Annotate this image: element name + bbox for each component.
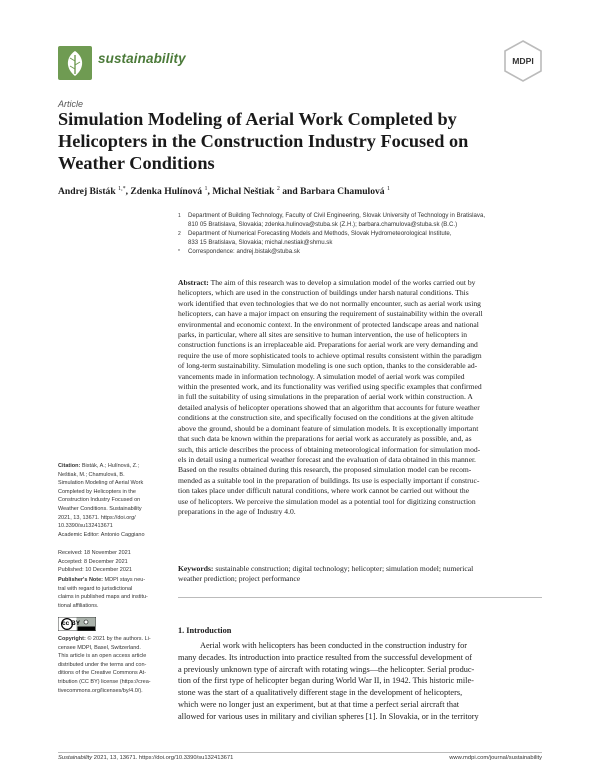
copyright-line: Copyright: © 2021 by the authors. Li- [58, 636, 151, 642]
body-line: allowed for various uses in military and civilian spheres [1]. In Slovakia, or in the territory [178, 711, 479, 721]
abstract-line: tion takes place under difficult natural conditions, where work cannot be carried out without the [178, 486, 470, 496]
affiliations [178, 212, 558, 257]
affiliation-line: Department of Numerical Forecasting Models and Methods, Slovak Hydrometeorological Institute, [188, 229, 452, 237]
affiliation-marker: 2 [178, 230, 181, 237]
citation-line: Citation: Bisták, A.; Hulínová, Z.; [58, 463, 140, 469]
author-list [58, 186, 390, 197]
body-line: many decades. Its introduction into practice resulted from the successful development of [178, 652, 472, 662]
affiliation-marker: 1 [178, 213, 181, 219]
author-affiliation-marker: 1 [204, 186, 208, 192]
citation-line: 2021, 13, 13671. https://doi.org/ [58, 514, 136, 521]
abstract-line: helicopters, which are used in the construction of buildings under harsh natural conditions. This [178, 288, 469, 298]
author-name: Barbara Chamulová [300, 186, 385, 198]
copyright-line: tivecommons.org/licenses/by/4.0/). [58, 687, 143, 694]
date-accepted: Accepted: 8 December 2021 [58, 558, 128, 565]
body-line: Aerial work with helicopters has been conducted in the construction industry for [200, 641, 468, 650]
body-line: stone was the start of a qualitatively different stage in the development of helicopters, [178, 688, 463, 698]
publisher-note-line: claims in published maps and institu- [58, 594, 148, 601]
abstract-line: such, this article describes the process of obtaining meteorological information for simulation mod- [178, 444, 481, 454]
author-affiliation-marker: 2 [276, 186, 280, 192]
affiliation-line: 833 15 Bratislava, Slovakia; michal.nestiak@shmu.sk [188, 238, 333, 246]
copyright-line: censee MDPI, Basel, Switzerland. [58, 644, 141, 651]
affiliation [178, 248, 558, 257]
affiliation [178, 230, 558, 248]
journal-logo-icon [58, 46, 92, 80]
publisher-note-line: Publisher's Note: MDPI stays neu- [58, 577, 146, 583]
journal-name: sustainability [98, 51, 186, 66]
citation-line: Neštiak, M.; Chamulová, B. [58, 471, 125, 478]
keywords-line: weather prediction; project performance [178, 574, 301, 584]
body-line: which were no longer just an experiment, but at that time a perfect serial aircraft that [178, 699, 460, 709]
abstract-line: mended as a suitable tool in the preparation of buildings. Its use is especially important if construc- [178, 475, 480, 485]
abstract-line: work identified that even technologies that we do not normally encounter, such as aerial work using [178, 298, 481, 308]
abstract-line: helicopters, can have a major impact on ensuring the requirement of sustainability within the overall [178, 309, 483, 319]
affiliation [178, 212, 558, 230]
abstract-line: preparations in the age of Industry 4.0. [178, 506, 296, 516]
publisher-note-line: tral with regard to jurisdictional [58, 585, 133, 592]
author-name: Michal Neštiak [212, 186, 275, 198]
abstract-line: detailed analysis of helicopter operations showed that an algorithm that accounts for future weather [178, 402, 480, 412]
affiliation-line: 810 05 Bratislava, Slovakia; zdenka.hulinova@stuba.sk (Z.H.); barbara.chamulova@stuba.sk (B.C.) [188, 220, 458, 228]
abstract-line: environmental and economic context. In the environment of protected landscape areas and national [178, 319, 479, 329]
abstract-line: in full the suitability of using simulations in the preparation of aerial work within construction. A [178, 392, 473, 402]
keywords-label: Keywords: [178, 564, 214, 573]
date-received: Received: 18 November 2021 [58, 550, 131, 556]
author-separator: , [125, 186, 128, 198]
body-line: tion of the first type of helicopter began during World War II, in 1942. This historic mile- [178, 676, 474, 686]
mdpi-logo-text: MDPI [512, 56, 534, 66]
publisher-note-line: tional affiliations. [58, 602, 99, 609]
abstract-line: construction functions is an irreplaceable aid. Preparations for aerial work are very demanding and [178, 340, 478, 350]
abstract-line: that such data be known within the preparations for aerial work as accurately as possible, and, as [178, 434, 472, 444]
footer-url[interactable]: www.mdpi.com/journal/sustainability [449, 755, 542, 761]
keywords-line: Keywords: sustainable construction; digital technology; helicopter; simulation model; numerical [178, 564, 474, 573]
doi-link[interactable]: 10.3390/su132413671 [58, 523, 113, 530]
author-affiliation-marker: 1,* [118, 186, 126, 192]
title-line: Helicopters in the Construction Industry Focused on [58, 131, 469, 151]
page-title [58, 108, 518, 174]
body-line: a previously unknown type of aircraft with rotating wings—the helicopter. Serial produc- [178, 664, 475, 674]
abstract [178, 278, 540, 517]
article-type: Article [58, 99, 84, 109]
abstract-line: conditions at the construction site, and specifically focused on the conditions at the given altitude [178, 413, 474, 423]
abstract-line: parks, in particular, where all sites are sensitive to human intervention, the use of helicopters in [178, 330, 468, 340]
copyright-line: tribution (CC BY) license (https://crea- [58, 678, 151, 685]
abstract-line: within the presented work, and its functionality was verified using specific examples that confirmed [178, 382, 482, 392]
abstract-line: require the use of more sophisticated tools to achieve optimal results consistent within the paradigm [178, 350, 482, 360]
abstract-line: vancements made in information technology. A simulation model of aerial work was compiled [178, 371, 465, 381]
academic-editor: Academic Editor: Antonio Caggiano [58, 532, 145, 538]
abstract-line: use of helicopters. We perceive the simulation model as a potential tool for digitizing construction [178, 496, 476, 506]
abstract-label: Abstract: [178, 278, 209, 287]
citation-block [58, 462, 164, 531]
affiliation-line: Department of Building Technology, Faculty of Civil Engineering, Slovak University of Technology in Bratislava, [188, 212, 486, 219]
date-published: Published: 10 December 2021 [58, 567, 132, 574]
section-heading: 1. Introduction [178, 626, 232, 635]
affiliation-marker: * [178, 248, 180, 255]
citation-line: Construction Industry Focused on [58, 497, 141, 504]
citation-line: Simulation Modeling of Aerial Work [58, 480, 144, 487]
abstract-line: Based on the results obtained during this research, the proposed simulation model can be recom- [178, 465, 472, 475]
publisher-note [58, 576, 164, 610]
copyright-line: This article is an open access article [58, 653, 147, 660]
author-name: Zdenka Hulínová [130, 186, 203, 198]
copyright-line: ditions of the Creative Commons At- [58, 670, 147, 677]
footer-divider [58, 752, 542, 753]
abstract-line: els in detail using a numerical weather forecast and the evaluation of data obtained in this manner. [178, 454, 476, 464]
abstract-line: of long-term sustainability. Simulation modeling is one such option, thanks to the considerable ad- [178, 361, 478, 371]
keywords [178, 564, 540, 585]
footer-citation [58, 755, 233, 761]
introduction-body [178, 640, 542, 723]
keywords-divider [178, 597, 542, 598]
footer-journal: Sustainability [58, 755, 93, 761]
abstract-line: above the ground, should be a dominant feature of simulation models. It is exceptionally important [178, 423, 479, 433]
author-affiliation-marker: 1 [387, 186, 390, 192]
citation-line: Completed by Helicopters in the [58, 488, 136, 495]
cc-by-badge[interactable] [58, 617, 96, 631]
author-conjunction: and [282, 186, 298, 198]
copyright-line: distributed under the terms and con- [58, 661, 147, 668]
dates-block [58, 549, 164, 575]
copyright-block [58, 635, 164, 695]
title-line: Simulation Modeling of Aerial Work Completed by [58, 109, 457, 129]
cc-badge-label: cc BY [62, 619, 81, 627]
citation-line[interactable] [58, 522, 164, 531]
citation-line: Weather Conditions. Sustainability [58, 505, 142, 512]
title-line: Weather Conditions [58, 153, 215, 173]
footer-doi[interactable]: 2021, 13, 13671. https://doi.org/10.3390/su132413671 [93, 755, 234, 761]
author-separator: , [207, 186, 210, 198]
affiliation-line: Correspondence: andrej.bistak@stuba.sk [188, 247, 300, 255]
abstract-line: Abstract: The aim of this research was to develop a simulation model of the works carried out by [178, 278, 476, 287]
author-name: Andrej Bisták [58, 186, 116, 198]
